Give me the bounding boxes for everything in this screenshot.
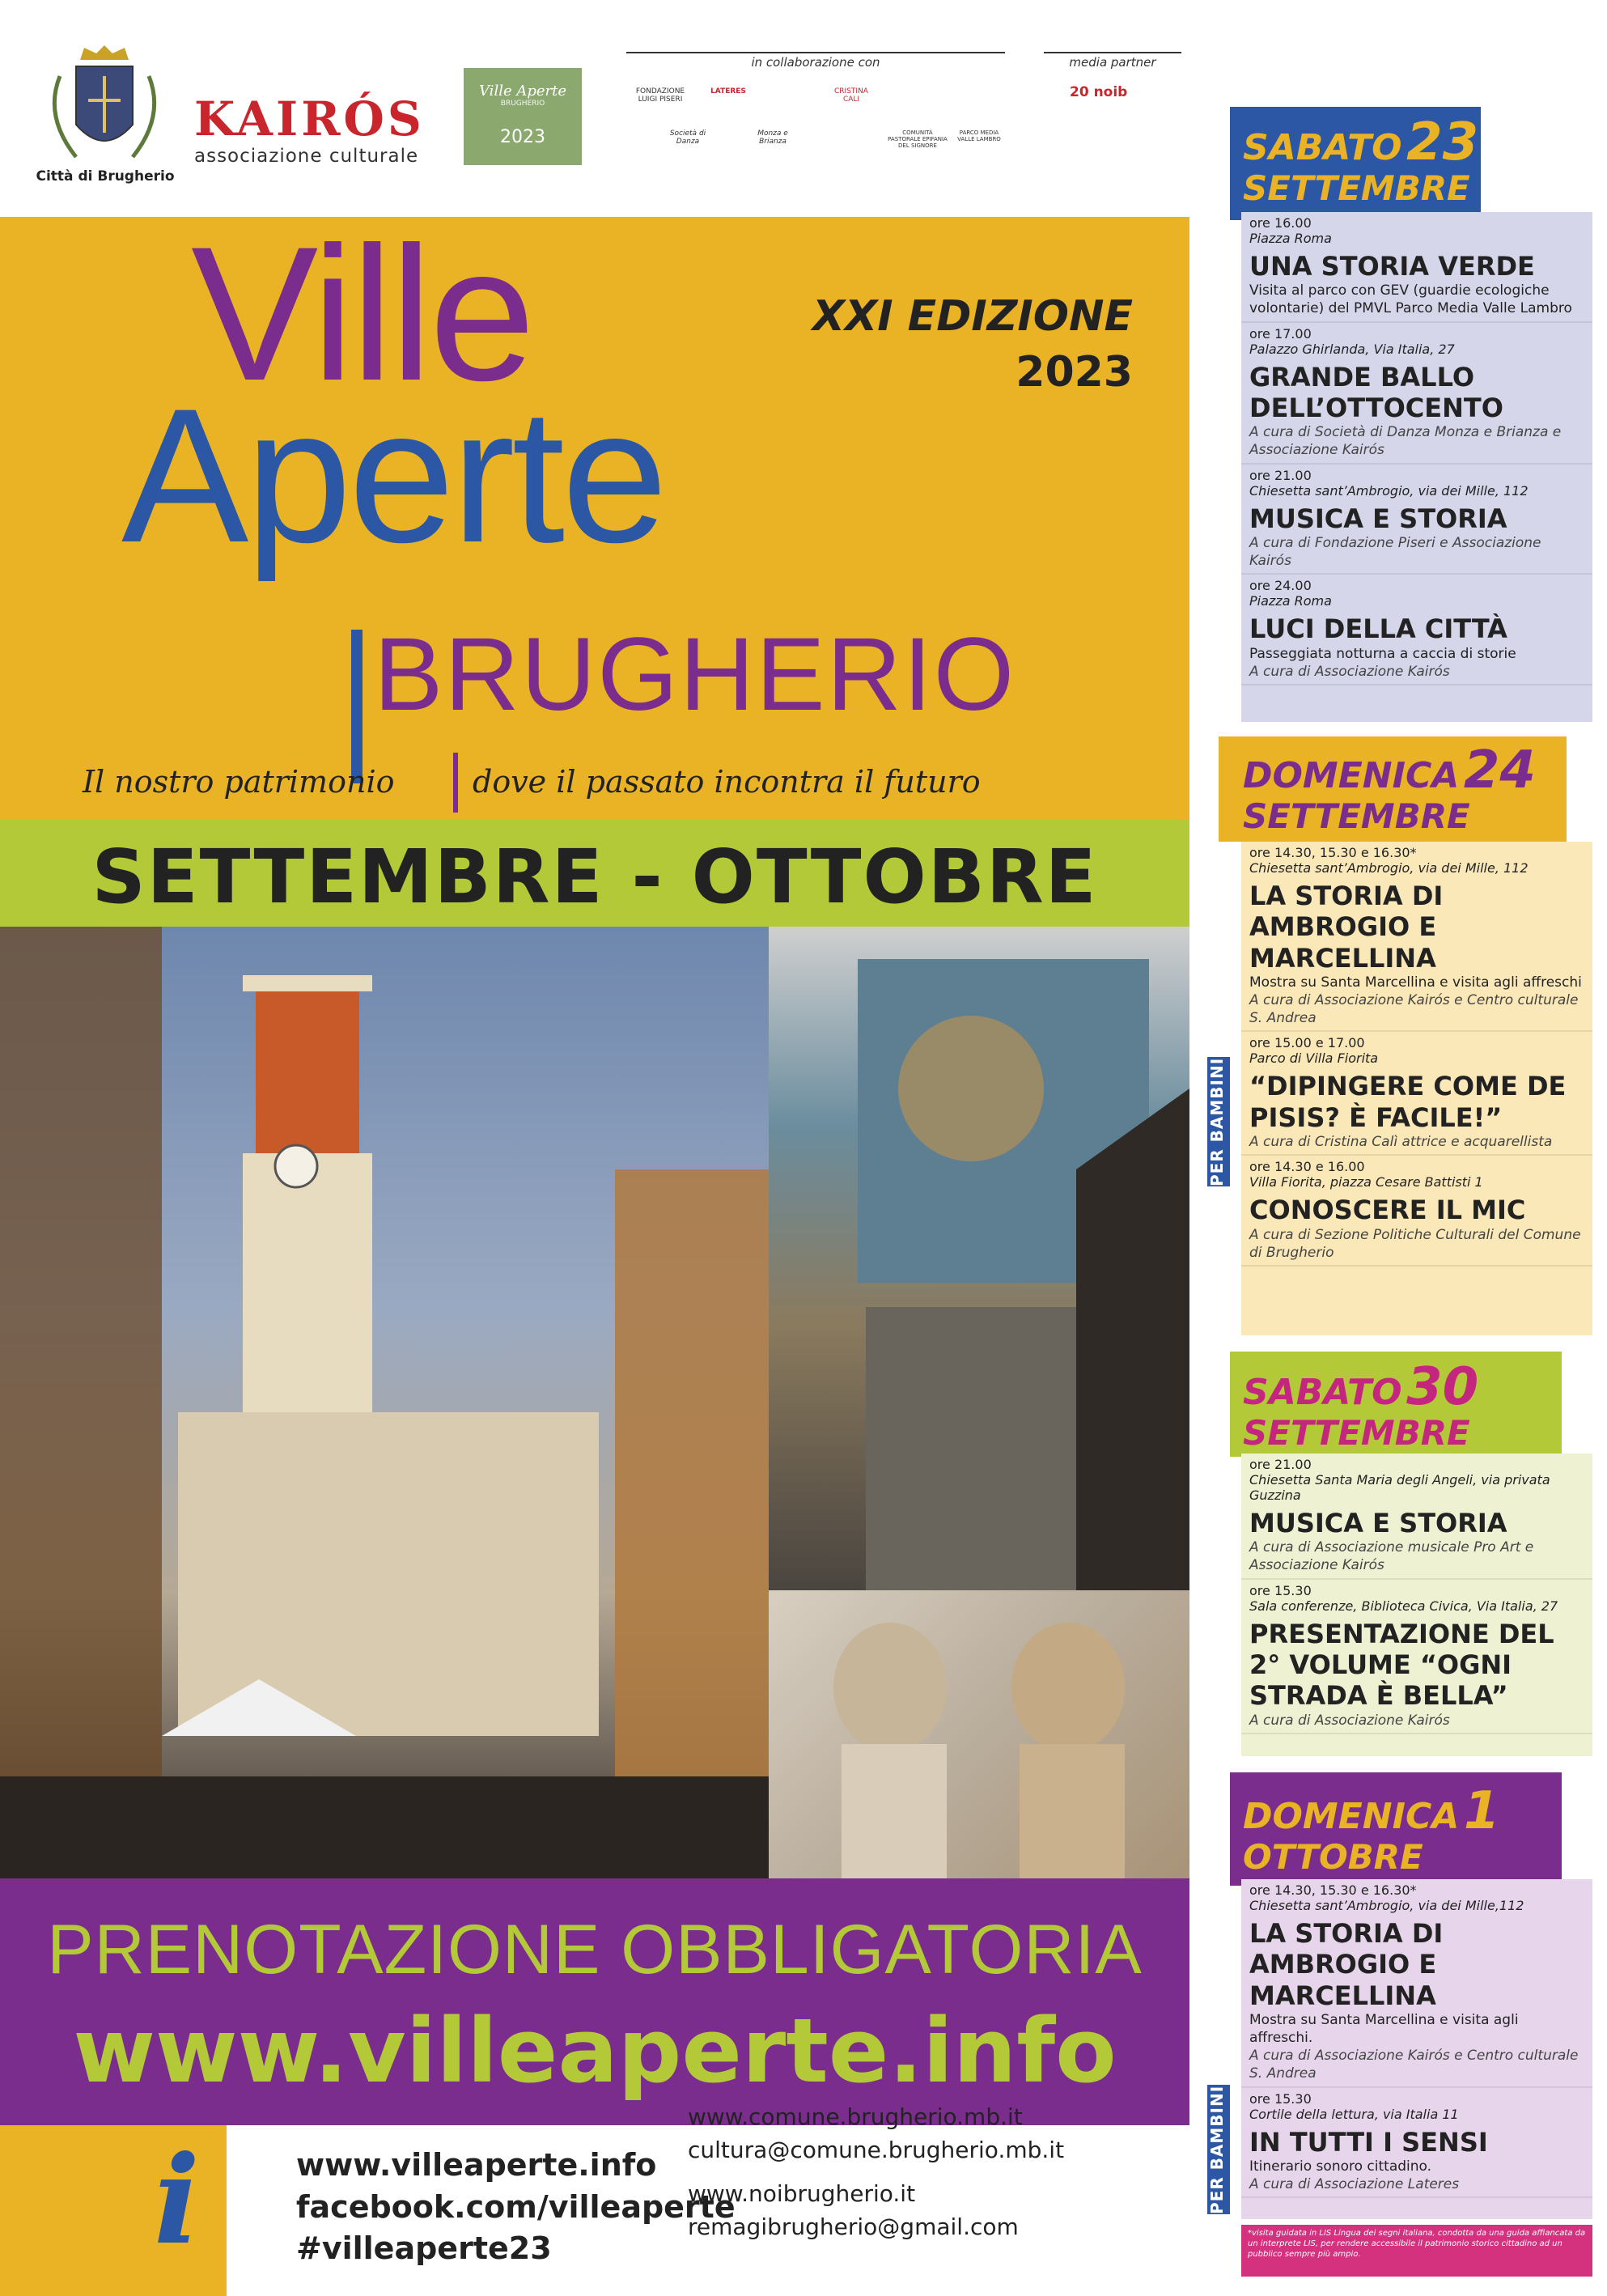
link-facebook[interactable]: facebook.com/villeaperte: [296, 2188, 736, 2225]
day-4-events: [1241, 1879, 1592, 2219]
event-time: ore 15.30: [1249, 2090, 1312, 2107]
kids-badge: PER BAMBINI: [1207, 1057, 1230, 1186]
event-title: CONOSCERE IL MIC: [1249, 1195, 1526, 1226]
edition-label: XXI EDIZIONE: [812, 292, 1133, 341]
day-4-month: OTTOBRE: [1243, 1837, 1423, 1877]
event-item: [1241, 465, 1592, 575]
event-title: LA STORIA DI AMBROGIO E MARCELLINA: [1249, 881, 1444, 974]
event-item: [1241, 842, 1592, 1032]
event-place: Cortile della lettura, via Italia 11: [1249, 2106, 1459, 2122]
city-crest-logo: [36, 44, 173, 189]
event-item: [1241, 2088, 1592, 2199]
edition-year: 2023: [1016, 348, 1133, 397]
tagline-right: dove il passato incontra il futuro: [473, 764, 981, 800]
photo-fresco-saints: [769, 1590, 1189, 1878]
title-accent-bar: [351, 630, 363, 783]
title-aperte: Aperte: [121, 369, 665, 583]
day-1-weekday: SABATO: [1243, 127, 1402, 168]
day-3-events: [1241, 1454, 1592, 1756]
website-link[interactable]: www.villeaperte.info: [73, 1999, 1117, 2103]
sponsor-monza: Monza e Brianza: [757, 129, 788, 146]
event-curator: A cura di Società di Danza Monza e Brianza e Associazione Kairós: [1249, 424, 1562, 459]
event-curator: A cura di Associazione Kairós e Centro culturale S. Andrea: [1249, 2048, 1579, 2082]
kairos-logo: [194, 91, 429, 167]
day-4-number: 1: [1463, 1781, 1500, 1841]
event-desc: Visita al parco con GEV (guardie ecologiche volontarie) del PMVL Parco Media Valle Lambro: [1249, 282, 1572, 317]
link-hashtag[interactable]: #villeaperte23: [296, 2230, 552, 2267]
event-time: ore 17.00: [1249, 325, 1312, 342]
event-curator: A cura di Associazione Lateres: [1249, 2176, 1460, 2193]
collab-rule: [626, 52, 1005, 53]
event-curator: A cura di Sezione Politiche Culturali del Comune di Brugherio: [1249, 1226, 1581, 1261]
media-rule: [1044, 52, 1181, 53]
ville-aperte-logo: [464, 68, 582, 165]
event-time: ore 15.30: [1249, 1582, 1312, 1598]
title-ville: Ville: [191, 207, 532, 421]
day-1-month: SETTEMBRE: [1243, 168, 1470, 208]
media-partner-logo: 20 noib: [1070, 84, 1128, 100]
event-title: “DIPINGERE COME DE PISIS? È FACILE!”: [1249, 1071, 1567, 1133]
media-label: media partner: [1069, 55, 1156, 70]
event-item: [1241, 212, 1592, 323]
event-place: Villa Fiorita, piazza Cesare Battisti 1: [1249, 1174, 1483, 1190]
link-comune[interactable]: www.comune.brugherio.mb.it: [688, 2103, 1023, 2130]
day-2-number: 24: [1463, 741, 1536, 800]
secondary-links: [688, 2101, 1064, 2243]
event-curator: A cura di Associazione Kairós: [1249, 1712, 1450, 1729]
event-title: MUSICA E STORIA: [1249, 503, 1507, 534]
link-cultura-email[interactable]: cultura@comune.brugherio.mb.it: [688, 2136, 1065, 2163]
sponsor-comunita: COMUNITÀ PASTORALE EPIFANIA DEL SIGNORE: [888, 129, 948, 149]
city-label: Città di Brugherio: [36, 168, 175, 185]
link-villeaperte[interactable]: www.villeaperte.info: [296, 2147, 657, 2183]
sponsor-piseri: FONDAZIONE LUIGI PISERI: [635, 87, 685, 104]
day-3-number: 30: [1406, 1357, 1479, 1417]
event-title: LUCI DELLA CITTÀ: [1249, 613, 1507, 645]
link-remagi-email[interactable]: remagibrugherio@gmail.com: [688, 2213, 1019, 2240]
event-item: [1241, 1156, 1592, 1267]
months-label: SETTEMBRE - OTTOBRE: [91, 834, 1098, 920]
event-time: ore 24.00: [1249, 578, 1312, 594]
event-title: GRANDE BALLO DELL’OTTOCENTO: [1249, 361, 1503, 423]
title-brugherio: BRUGHERIO: [374, 617, 1016, 732]
va-logo-sub: BRUGHERIO: [500, 100, 545, 108]
event-place: Sala conferenze, Biblioteca Civica, Via Italia, 27: [1249, 1598, 1558, 1614]
event-item: [1241, 1580, 1592, 1734]
kids-badge: PER BAMBINI: [1207, 2085, 1230, 2214]
event-place: Palazzo Ghirlanda, Via Italia, 27: [1249, 341, 1455, 357]
photo-bell-tower: [0, 927, 769, 1878]
sponsor-parco: PARCO MEDIA VALLE LAMBRO: [957, 129, 1001, 142]
event-time: ore 21.00: [1249, 1457, 1312, 1472]
tagline-divider: [453, 753, 458, 813]
event-curator: A cura di Cristina Calì attrice e acquarellista: [1249, 1134, 1553, 1151]
event-curator: A cura di Fondazione Piseri e Associazione Kairós: [1249, 534, 1541, 570]
collab-label: in collaborazione con: [751, 55, 880, 70]
event-time: ore 14.30, 15.30 e 16.30*: [1249, 845, 1417, 860]
day-3-header: [1243, 1357, 1479, 1453]
event-place: Chiesetta Santa Maria degli Angeli, via privata Guzzina: [1249, 1472, 1550, 1503]
day-2-month: SETTEMBRE: [1243, 796, 1470, 836]
event-curator: A cura di Associazione Kairós e Centro culturale S. Andrea: [1249, 992, 1579, 1027]
info-icon: i: [154, 2129, 200, 2272]
sponsor-lateres: LATERES: [710, 87, 746, 95]
kairos-subtitle: associazione culturale: [194, 146, 419, 167]
event-place: Piazza Roma: [1249, 231, 1332, 246]
event-desc: Passeggiata notturna a caccia di storie: [1249, 645, 1516, 662]
event-time: ore 14.30 e 16.00: [1249, 1159, 1365, 1175]
lis-note: *visita guidata in LIS Lingua dei segni italiana, condotta da una guida affiancata da un interprete LIS, per rendere accessibile il patrimonio storico cittadino ad un pubblico sempre più ampio.: [1241, 2225, 1592, 2277]
event-desc: Itinerario sonoro cittadino.: [1249, 2158, 1432, 2175]
tagline-left: Il nostro patrimonio: [83, 764, 395, 800]
event-desc: Mostra su Santa Marcellina e visita agli affreschi: [1249, 974, 1582, 991]
event-time: ore 21.00: [1249, 467, 1312, 483]
day-1-header: [1243, 112, 1479, 208]
day-4-weekday: DOMENICA: [1243, 1796, 1460, 1837]
sponsor-danza: Società di Danza: [669, 129, 706, 146]
event-place: Chiesetta sant’Ambrogio, via dei Mille, 112: [1249, 482, 1529, 499]
day-3-weekday: SABATO: [1243, 1372, 1402, 1413]
day-2-events: [1241, 842, 1592, 1335]
primary-links: [296, 2145, 736, 2270]
sponsor-cali: CRISTINA CALI: [834, 87, 868, 104]
event-title: LA STORIA DI AMBROGIO E MARCELLINA: [1249, 1918, 1444, 2011]
day-4-header: [1243, 1781, 1500, 1877]
event-item: [1241, 1032, 1592, 1156]
va-logo-title: Ville Aperte: [479, 83, 566, 100]
event-title: PRESENTAZIONE DEL 2° VOLUME “OGNI STRADA È BELLA”: [1249, 1618, 1554, 1712]
day-3-month: SETTEMBRE: [1243, 1413, 1470, 1453]
link-noibrugherio[interactable]: www.noibrugherio.it: [688, 2180, 916, 2208]
event-item: [1241, 323, 1592, 465]
event-desc: Mostra su Santa Marcellina e visita agli affreschi.: [1249, 2012, 1519, 2047]
event-time: ore 14.30, 15.30 e 16.30*: [1249, 1882, 1417, 1898]
event-place: Chiesetta sant’Ambrogio, via dei Mille, 112: [1249, 860, 1529, 876]
day-1-events: [1241, 212, 1592, 722]
photo-stair-fresco: [769, 927, 1189, 1590]
day-1-number: 23: [1406, 112, 1479, 172]
event-title: IN TUTTI I SENSI: [1249, 2126, 1488, 2158]
event-curator: A cura di Associazione Kairós: [1249, 663, 1450, 680]
event-item: [1241, 1879, 1592, 2088]
event-time: ore 16.00: [1249, 215, 1312, 231]
booking-label: PRENOTAZIONE OBBLIGATORIA: [47, 1911, 1143, 1988]
day-2-weekday: DOMENICA: [1243, 755, 1460, 796]
event-place: Piazza Roma: [1249, 593, 1332, 609]
event-place: Parco di Villa Fiorita: [1249, 1050, 1379, 1067]
kairos-name: KAIRÓS: [194, 91, 425, 146]
event-time: ore 15.00 e 17.00: [1249, 1035, 1365, 1051]
day-2-header: [1243, 741, 1536, 836]
event-title: UNA STORIA VERDE: [1249, 251, 1535, 282]
event-item: [1241, 1454, 1592, 1580]
event-item: [1241, 575, 1592, 685]
event-title: MUSICA E STORIA: [1249, 1508, 1507, 1538]
event-place: Chiesetta sant’Ambrogio, via dei Mille,112: [1249, 1898, 1524, 1913]
event-curator: A cura di Associazione musicale Pro Art e Associazione Kairós: [1249, 1539, 1534, 1574]
va-logo-year: 2023: [500, 127, 545, 147]
